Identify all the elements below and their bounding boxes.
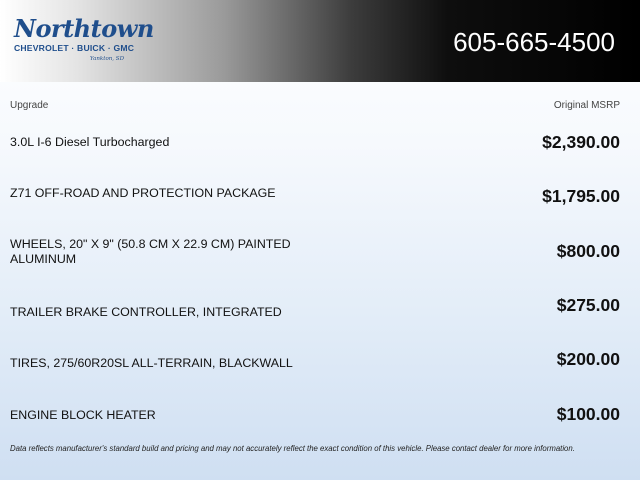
upgrade-name: WHEELS, 20" X 9" (50.8 CM X 22.9 CM) PAINTED ALUMINUM [10, 237, 291, 266]
msrp-column-header: Original MSRP [553, 100, 620, 111]
upgrade-price: $200.00 [556, 349, 620, 369]
header-banner [0, 0, 640, 82]
logo-brands: CHEVROLET · BUICK · GMC [14, 43, 135, 53]
upgrade-price: $2,390.00 [542, 132, 620, 152]
upgrade-name: Z71 OFF-ROAD AND PROTECTION PACKAGE [10, 186, 276, 200]
upgrade-price: $1,795.00 [542, 186, 620, 206]
upgrade-price: $100.00 [556, 404, 620, 424]
upgrade-name: 3.0L I-6 Diesel Turbocharged [10, 135, 170, 149]
upgrade-price: $275.00 [556, 295, 620, 315]
upgrade-price: $800.00 [556, 241, 620, 261]
dealer-logo [12, 14, 154, 66]
logo-city: Yankton, SD [89, 56, 124, 62]
upgrade-name: TIRES, 275/60R20SL ALL-TERRAIN, BLACKWALL [10, 356, 293, 370]
logo-wordmark: Northtown [14, 14, 154, 43]
upgrade-column-header: Upgrade [10, 100, 49, 111]
disclaimer-text: Data reflects manufacturer's standard build and pricing and may not accurately reflect the exact condition of this vehicle. Please contact dealer for more information. [10, 444, 575, 453]
dealer-phone: 605-665-4500 [453, 27, 615, 57]
upgrade-name: ENGINE BLOCK HEATER [10, 408, 156, 422]
upgrade-name: TRAILER BRAKE CONTROLLER, INTEGRATED [10, 305, 282, 319]
